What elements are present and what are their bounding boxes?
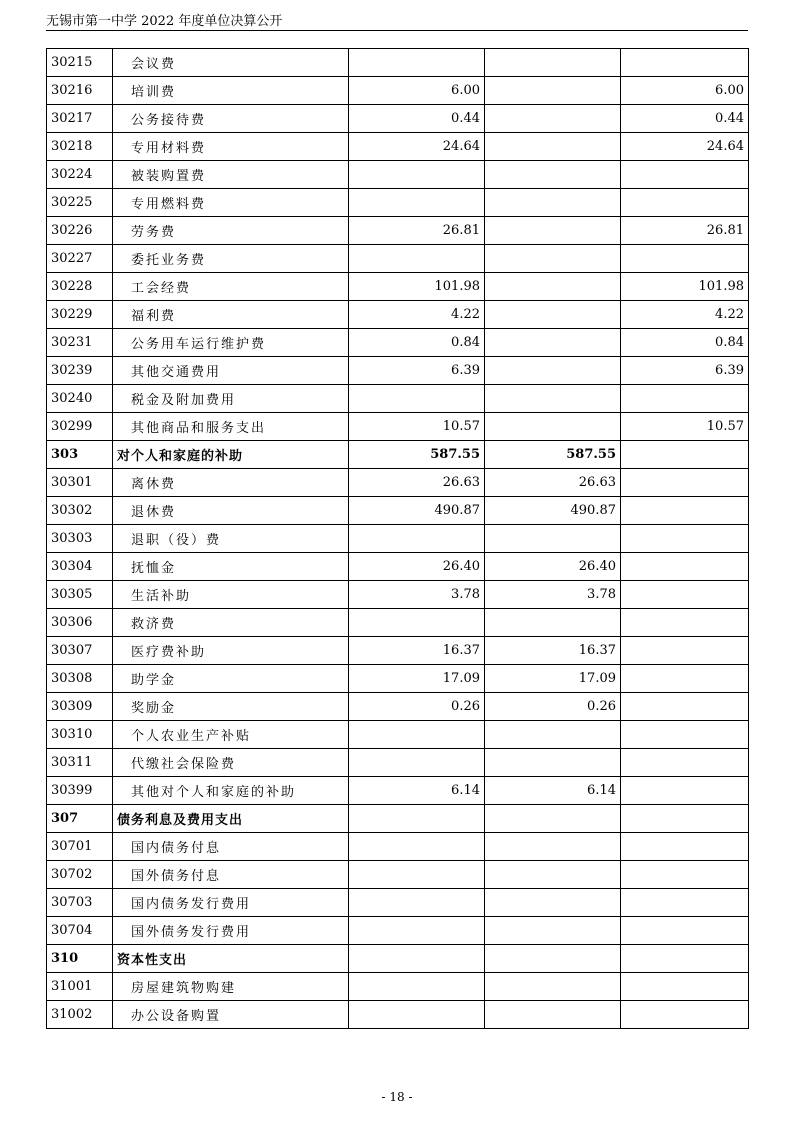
- row-value-project-cell: [621, 693, 749, 721]
- row-value-basic-cell: 490.87: [485, 497, 621, 525]
- row-value-project-cell: [621, 189, 749, 217]
- table-row: [47, 833, 749, 861]
- table-row: [47, 945, 749, 973]
- row-value-project-cell: [621, 917, 749, 945]
- row-name-cell: 公务用车运行维护费: [113, 329, 349, 357]
- row-code-cell: 30216: [47, 77, 113, 105]
- row-value-project-cell: 24.64: [621, 133, 749, 161]
- table-row: [47, 217, 749, 245]
- row-value-total-cell: 10.57: [349, 413, 485, 441]
- row-value-project-cell: [621, 1001, 749, 1029]
- row-value-basic-cell: [485, 245, 621, 273]
- row-value-project-cell: 26.81: [621, 217, 749, 245]
- table-body: [47, 49, 749, 1029]
- table-row: [47, 777, 749, 805]
- row-value-total-cell: 16.37: [349, 637, 485, 665]
- row-value-basic-cell: 26.63: [485, 469, 621, 497]
- row-value-project-cell: [621, 749, 749, 777]
- table-row: [47, 105, 749, 133]
- row-value-project-cell: [621, 777, 749, 805]
- row-code-cell: 30227: [47, 245, 113, 273]
- row-value-total-cell: [349, 973, 485, 1001]
- row-value-basic-cell: [485, 217, 621, 245]
- row-name-cell: 税金及附加费用: [113, 385, 349, 413]
- row-value-total-cell: [349, 833, 485, 861]
- row-value-basic-cell: [485, 749, 621, 777]
- row-value-basic-cell: [485, 861, 621, 889]
- row-value-total-cell: 587.55: [349, 441, 485, 469]
- row-value-project-cell: 0.44: [621, 105, 749, 133]
- table-row: [47, 693, 749, 721]
- table-row: [47, 553, 749, 581]
- row-value-basic-cell: 6.14: [485, 777, 621, 805]
- row-value-total-cell: 101.98: [349, 273, 485, 301]
- row-value-basic-cell: [485, 525, 621, 553]
- row-code-cell: 30304: [47, 553, 113, 581]
- row-code-cell: 30306: [47, 609, 113, 637]
- row-value-basic-cell: 26.40: [485, 553, 621, 581]
- row-value-basic-cell: [485, 357, 621, 385]
- row-code-cell: 30308: [47, 665, 113, 693]
- table-row: [47, 973, 749, 1001]
- row-code-cell: 30225: [47, 189, 113, 217]
- row-value-total-cell: [349, 749, 485, 777]
- row-value-total-cell: 6.39: [349, 357, 485, 385]
- row-value-basic-cell: [485, 721, 621, 749]
- row-code-cell: 30299: [47, 413, 113, 441]
- table-row: [47, 273, 749, 301]
- row-code-cell: 30701: [47, 833, 113, 861]
- row-code-cell: 30224: [47, 161, 113, 189]
- row-value-basic-cell: [485, 609, 621, 637]
- row-value-total-cell: 0.44: [349, 105, 485, 133]
- row-value-basic-cell: 0.26: [485, 693, 621, 721]
- row-code-cell: 30226: [47, 217, 113, 245]
- row-value-project-cell: [621, 497, 749, 525]
- row-value-total-cell: 17.09: [349, 665, 485, 693]
- row-value-project-cell: [621, 161, 749, 189]
- row-name-cell: 抚恤金: [113, 553, 349, 581]
- row-name-cell: 公务接待费: [113, 105, 349, 133]
- row-name-cell: 个人农业生产补贴: [113, 721, 349, 749]
- row-name-cell: 工会经费: [113, 273, 349, 301]
- row-value-project-cell: 6.39: [621, 357, 749, 385]
- row-value-total-cell: [349, 917, 485, 945]
- row-code-cell: 30307: [47, 637, 113, 665]
- row-name-cell: 其他对个人和家庭的补助: [113, 777, 349, 805]
- row-code-cell: 30218: [47, 133, 113, 161]
- row-value-total-cell: 6.14: [349, 777, 485, 805]
- table-row: [47, 805, 749, 833]
- row-value-total-cell: 26.63: [349, 469, 485, 497]
- table-row: [47, 581, 749, 609]
- row-value-basic-cell: [485, 1001, 621, 1029]
- row-value-basic-cell: [485, 385, 621, 413]
- row-value-project-cell: [621, 861, 749, 889]
- row-value-project-cell: [621, 49, 749, 77]
- row-value-total-cell: 24.64: [349, 133, 485, 161]
- row-value-basic-cell: [485, 945, 621, 973]
- row-name-cell: 培训费: [113, 77, 349, 105]
- page-number: - 18 -: [381, 1090, 413, 1104]
- table-row: [47, 357, 749, 385]
- table-row: [47, 637, 749, 665]
- row-name-cell: 债务利息及费用支出: [113, 805, 349, 833]
- row-value-total-cell: [349, 805, 485, 833]
- row-value-basic-cell: [485, 917, 621, 945]
- row-code-cell: 30301: [47, 469, 113, 497]
- row-value-project-cell: [621, 525, 749, 553]
- row-value-project-cell: [621, 385, 749, 413]
- row-code-cell: 30231: [47, 329, 113, 357]
- row-code-cell: 30399: [47, 777, 113, 805]
- row-name-cell: 劳务费: [113, 217, 349, 245]
- row-value-total-cell: 3.78: [349, 581, 485, 609]
- row-value-project-cell: [621, 553, 749, 581]
- row-name-cell: 被装购置费: [113, 161, 349, 189]
- row-value-total-cell: [349, 161, 485, 189]
- row-name-cell: 救济费: [113, 609, 349, 637]
- table-row: [47, 609, 749, 637]
- table-row: [47, 77, 749, 105]
- row-value-total-cell: 0.84: [349, 329, 485, 357]
- row-name-cell: 退职（役）费: [113, 525, 349, 553]
- row-value-total-cell: 490.87: [349, 497, 485, 525]
- row-value-project-cell: [621, 973, 749, 1001]
- row-name-cell: 其他交通费用: [113, 357, 349, 385]
- row-name-cell: 代缴社会保险费: [113, 749, 349, 777]
- row-name-cell: 国外债务发行费用: [113, 917, 349, 945]
- row-name-cell: 医疗费补助: [113, 637, 349, 665]
- row-value-basic-cell: 16.37: [485, 637, 621, 665]
- row-value-total-cell: [349, 889, 485, 917]
- row-value-project-cell: [621, 581, 749, 609]
- row-value-total-cell: [349, 245, 485, 273]
- table-row: [47, 133, 749, 161]
- row-value-basic-cell: [485, 973, 621, 1001]
- row-value-total-cell: 4.22: [349, 301, 485, 329]
- row-name-cell: 专用燃料费: [113, 189, 349, 217]
- table-row: [47, 889, 749, 917]
- row-name-cell: 其他商品和服务支出: [113, 413, 349, 441]
- header-divider: [46, 30, 748, 31]
- row-value-total-cell: 26.81: [349, 217, 485, 245]
- row-name-cell: 助学金: [113, 665, 349, 693]
- table-row: [47, 861, 749, 889]
- row-code-cell: 30302: [47, 497, 113, 525]
- row-code-cell: 30240: [47, 385, 113, 413]
- row-name-cell: 专用材料费: [113, 133, 349, 161]
- row-code-cell: 303: [47, 441, 113, 469]
- row-value-total-cell: [349, 525, 485, 553]
- row-value-basic-cell: [485, 161, 621, 189]
- row-value-total-cell: [349, 49, 485, 77]
- row-code-cell: 30217: [47, 105, 113, 133]
- table-row: [47, 301, 749, 329]
- row-value-basic-cell: 17.09: [485, 665, 621, 693]
- row-code-cell: 30309: [47, 693, 113, 721]
- row-name-cell: 离休费: [113, 469, 349, 497]
- row-value-project-cell: 6.00: [621, 77, 749, 105]
- table-row: [47, 329, 749, 357]
- row-code-cell: 30311: [47, 749, 113, 777]
- row-value-total-cell: [349, 189, 485, 217]
- row-value-total-cell: [349, 1001, 485, 1029]
- row-value-basic-cell: [485, 329, 621, 357]
- row-value-project-cell: 0.84: [621, 329, 749, 357]
- row-value-basic-cell: 3.78: [485, 581, 621, 609]
- row-value-basic-cell: [485, 833, 621, 861]
- row-value-total-cell: [349, 861, 485, 889]
- row-name-cell: 资本性支出: [113, 945, 349, 973]
- row-name-cell: 国外债务付息: [113, 861, 349, 889]
- row-code-cell: 307: [47, 805, 113, 833]
- row-code-cell: 30239: [47, 357, 113, 385]
- row-name-cell: 对个人和家庭的补助: [113, 441, 349, 469]
- row-value-project-cell: [621, 637, 749, 665]
- row-value-project-cell: 101.98: [621, 273, 749, 301]
- row-value-project-cell: [621, 833, 749, 861]
- row-value-project-cell: 4.22: [621, 301, 749, 329]
- row-name-cell: 奖励金: [113, 693, 349, 721]
- row-name-cell: 国内债务发行费用: [113, 889, 349, 917]
- row-value-project-cell: [621, 889, 749, 917]
- table-row: [47, 245, 749, 273]
- row-value-project-cell: [621, 441, 749, 469]
- row-value-total-cell: 26.40: [349, 553, 485, 581]
- table-row: [47, 749, 749, 777]
- row-value-basic-cell: [485, 413, 621, 441]
- row-value-total-cell: [349, 721, 485, 749]
- row-value-project-cell: [621, 945, 749, 973]
- row-value-basic-cell: [485, 273, 621, 301]
- row-value-basic-cell: [485, 133, 621, 161]
- row-code-cell: 30702: [47, 861, 113, 889]
- row-value-project-cell: [621, 609, 749, 637]
- row-name-cell: 办公设备购置: [113, 1001, 349, 1029]
- row-code-cell: 30305: [47, 581, 113, 609]
- table-row: [47, 525, 749, 553]
- row-value-basic-cell: [485, 49, 621, 77]
- row-name-cell: 国内债务付息: [113, 833, 349, 861]
- row-value-basic-cell: [485, 301, 621, 329]
- row-value-total-cell: [349, 945, 485, 973]
- row-code-cell: 30310: [47, 721, 113, 749]
- row-value-project-cell: [621, 805, 749, 833]
- row-code-cell: 31002: [47, 1001, 113, 1029]
- row-code-cell: 30303: [47, 525, 113, 553]
- row-value-basic-cell: [485, 105, 621, 133]
- row-value-total-cell: 6.00: [349, 77, 485, 105]
- row-code-cell: 310: [47, 945, 113, 973]
- row-code-cell: 30704: [47, 917, 113, 945]
- table-row: [47, 1001, 749, 1029]
- row-name-cell: 生活补助: [113, 581, 349, 609]
- page-header-title: 无锡市第一中学 2022 年度单位决算公开: [46, 14, 283, 29]
- row-name-cell: 委托业务费: [113, 245, 349, 273]
- table-row: [47, 161, 749, 189]
- expenditure-table: [46, 48, 749, 1029]
- table-row: [47, 917, 749, 945]
- row-code-cell: 30703: [47, 889, 113, 917]
- table-row: [47, 413, 749, 441]
- row-value-total-cell: [349, 609, 485, 637]
- row-name-cell: 房屋建筑物购建: [113, 973, 349, 1001]
- table-row: [47, 385, 749, 413]
- row-value-project-cell: [621, 721, 749, 749]
- table-row: [47, 49, 749, 77]
- table-row: [47, 441, 749, 469]
- row-value-total-cell: 0.26: [349, 693, 485, 721]
- table-row: [47, 189, 749, 217]
- row-value-project-cell: 10.57: [621, 413, 749, 441]
- table-row: [47, 497, 749, 525]
- row-value-basic-cell: [485, 889, 621, 917]
- row-code-cell: 30228: [47, 273, 113, 301]
- table-row: [47, 721, 749, 749]
- row-name-cell: 福利费: [113, 301, 349, 329]
- row-code-cell: 30215: [47, 49, 113, 77]
- table-row: [47, 469, 749, 497]
- row-value-project-cell: [621, 245, 749, 273]
- row-name-cell: 会议费: [113, 49, 349, 77]
- row-value-basic-cell: 587.55: [485, 441, 621, 469]
- row-value-basic-cell: [485, 189, 621, 217]
- row-value-basic-cell: [485, 77, 621, 105]
- row-value-total-cell: [349, 385, 485, 413]
- row-code-cell: 31001: [47, 973, 113, 1001]
- row-value-basic-cell: [485, 805, 621, 833]
- table-row: [47, 665, 749, 693]
- row-value-project-cell: [621, 665, 749, 693]
- row-code-cell: 30229: [47, 301, 113, 329]
- row-name-cell: 退休费: [113, 497, 349, 525]
- row-value-project-cell: [621, 469, 749, 497]
